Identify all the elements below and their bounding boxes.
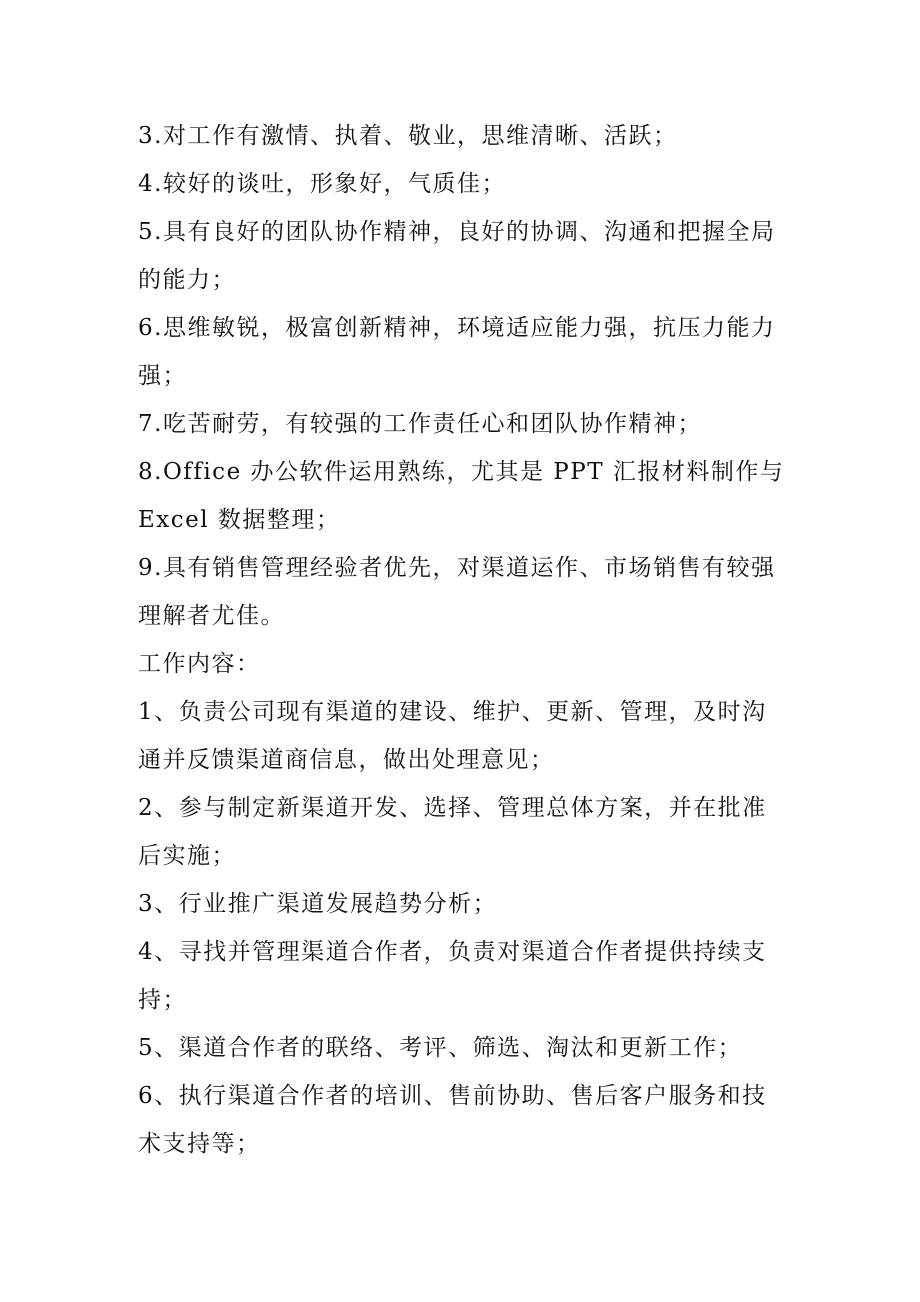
requirement-item-8: 8.Office 办公软件运用熟练，尤其是 PPT 汇报材料制作与 Excel 数据整理；: [138, 459, 785, 533]
requirement-item-3: 3.对工作有激情、执着、敬业，思维清晰、活跃；: [138, 123, 678, 149]
duty-item-4: 4、寻找并管理渠道合作者，负责对渠道合作者提供持续支持；: [138, 939, 767, 1013]
document-body: [138, 112, 788, 1168]
duty-item-1: 1、负责公司现有渠道的建设、维护、更新、管理，及时沟通并反馈渠道商信息，做出处理意见；: [138, 699, 767, 773]
duty-item-2: 2、参与制定新渠道开发、选择、管理总体方案，并在批准后实施；: [138, 795, 767, 869]
requirement-item-7: 7.吃苦耐劳，有较强的工作责任心和团队协作精神；: [138, 411, 702, 437]
duty-item-3: 3、行业推广渠道发展趋势分析；: [138, 891, 498, 917]
section-heading-job-content: 工作内容：: [138, 651, 261, 677]
requirement-item-6: 6.思维敏锐，极富创新精神，环境适应能力强，抗压力能力强；: [138, 315, 776, 389]
requirement-item-9: 9.具有销售管理经验者优先，对渠道运作、市场销售有较强理解者尤佳。: [138, 555, 776, 629]
duty-item-6: 6、执行渠道合作者的培训、售前协助、售后客户服务和技术支持等；: [138, 1083, 767, 1157]
requirement-item-4: 4.较好的谈吐，形象好，气质佳；: [138, 171, 506, 197]
duty-item-5: 5、渠道合作者的联络、考评、筛选、淘汰和更新工作；: [138, 1035, 743, 1061]
requirement-item-5: 5.具有良好的团队协作精神，良好的协调、沟通和把握全局的能力；: [138, 219, 776, 293]
